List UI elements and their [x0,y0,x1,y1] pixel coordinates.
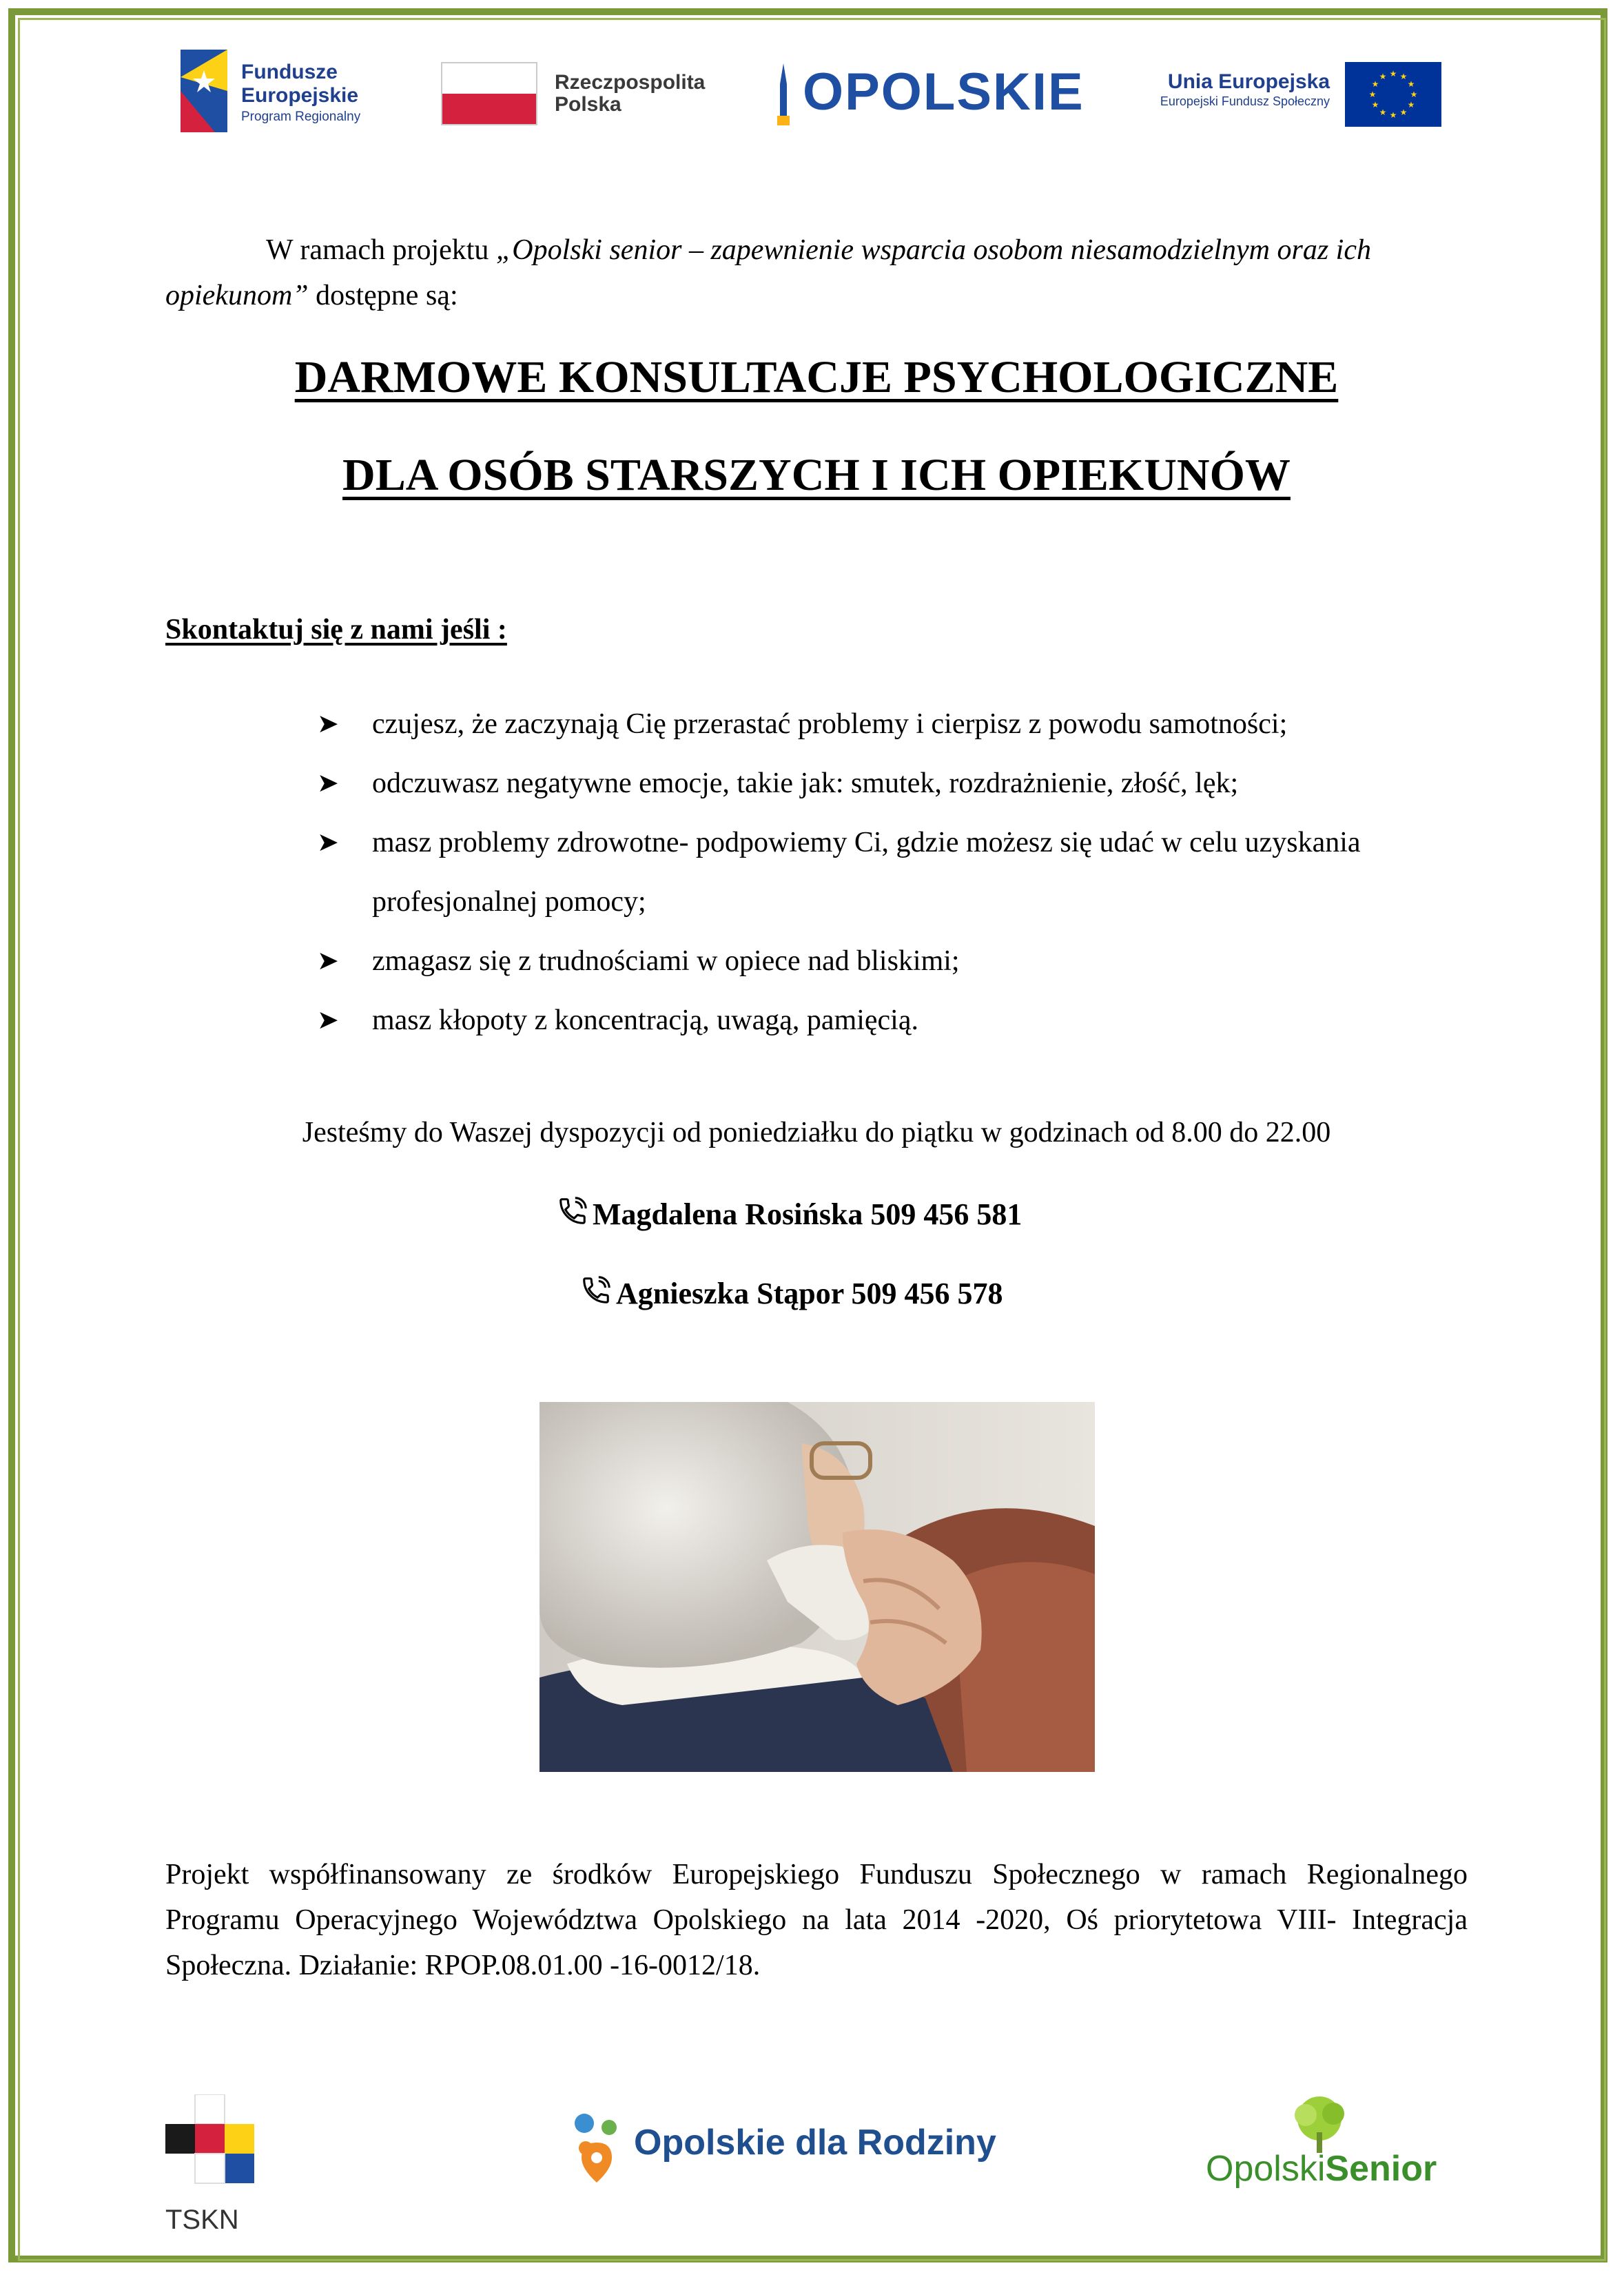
eu-star-icon: ★ [1379,72,1387,82]
eu-star-icon: ★ [1371,100,1379,110]
fundusze-europejskie-label: Fundusze Europejskie Program Regionalny [241,61,361,124]
eu-star-icon: ★ [1407,79,1415,89]
funding-notice: Projekt współfinansowany ze środków Europejskiego Funduszu Społecznego w ramach Regionalnego Programu Operacyjnego Województwa Opolskiego na lata 2014 -2020, Oś priorytetowa VIII- Integracja Społeczna. Działanie: RPOP.08.01.00 -16-0012/18. [165,1859,1468,1981]
contact-heading: Skontaktuj się z nami jeśli : [165,614,507,646]
eu-star-icon: ★ [1410,90,1418,99]
phone-icon [557,1195,588,1227]
eu-star-icon: ★ [1379,107,1387,117]
tskn-label: TSKN [165,2205,239,2235]
tskn-logo-icon [165,2094,255,2184]
opolskie-dla-rodziny-icon [569,2108,624,2184]
intro-paragraph: W ramach projektu „Opolski senior – zapewnienie wsparcia osobom niesamodzielnym oraz ich opiekunom” dostępne są: [165,234,1371,311]
eu-star-icon: ★ [1371,79,1379,89]
rzeczpospolita-label: Rzeczpospolita Polska [555,71,706,116]
opolskie-logo: OPOLSKIE [803,63,1085,121]
phone-contact-2[interactable]: Agnieszka Stąpor 509 456 578 [580,1275,1003,1311]
eu-star-icon: ★ [1389,110,1397,120]
unia-europejska-label: Unia Europejska Europejski Fundusz Społeczny [1160,70,1330,108]
list-item: ➤ odczuwasz negatywne emocje, takie jak: smutek, rozdrażnienie, złość, lęk; [317,754,1488,813]
fundusze-europejskie-logo-icon [181,50,227,132]
eu-star-icon: ★ [1399,72,1408,82]
availability-text: Jesteśmy do Waszej dyspozycji od poniedziałku do piątku w godzinach od 8.00 do 22.00 [302,1117,1331,1148]
eu-star-icon: ★ [1389,69,1397,79]
opolski-senior-tree-icon [1282,2094,1357,2156]
list-item: ➤ zmagasz się z trudnościami w opiece nad bliskimi; [317,931,1488,991]
eu-flag-icon [1345,62,1441,127]
contact-bullet-list [317,694,1488,1050]
opolskie-dla-rodziny-label: Opolskie dla Rodziny [634,2123,996,2163]
polish-flag-icon [441,62,537,125]
project-name: „Opolski senior – zapewnienie wsparcia osobom niesamodzielnym oraz ich opiekunom” [165,234,1371,311]
title-line-1: DARMOWE KONSULTACJE PSYCHOLOGICZNE [294,352,1339,402]
arrow-bullet-icon: ➤ [317,947,339,976]
opolskie-tower-icon [773,63,794,125]
arrow-bullet-icon: ➤ [317,1006,339,1035]
elderly-woman-phone-photo [539,1402,1095,1772]
arrow-bullet-icon: ➤ [317,769,339,798]
arrow-bullet-icon: ➤ [317,710,339,739]
list-item: ➤ masz problemy zdrowotne- podpowiemy Ci, gdzie możesz się udać w celu uzyskania profesjonalnej pomocy; [317,813,1488,931]
list-item: ➤ masz kłopoty z koncentracją, uwagą, pamięcią. [317,991,1488,1050]
list-item: ➤ czujesz, że zaczynają Cię przerastać problemy i cierpisz z powodu samotności; [317,694,1488,754]
opolski-senior-label: OpolskiSenior [1206,2149,1437,2189]
phone-icon [580,1275,612,1306]
eu-star-icon: ★ [1407,100,1415,110]
eu-star-icon: ★ [1399,107,1408,117]
title-line-2: DLA OSÓB STARSZYCH I ICH OPIEKUNÓW [342,450,1291,500]
eu-star-icon: ★ [1368,90,1377,99]
arrow-bullet-icon: ➤ [317,828,339,857]
phone-contact-1[interactable]: Magdalena Rosińska 509 456 581 [557,1195,1022,1232]
